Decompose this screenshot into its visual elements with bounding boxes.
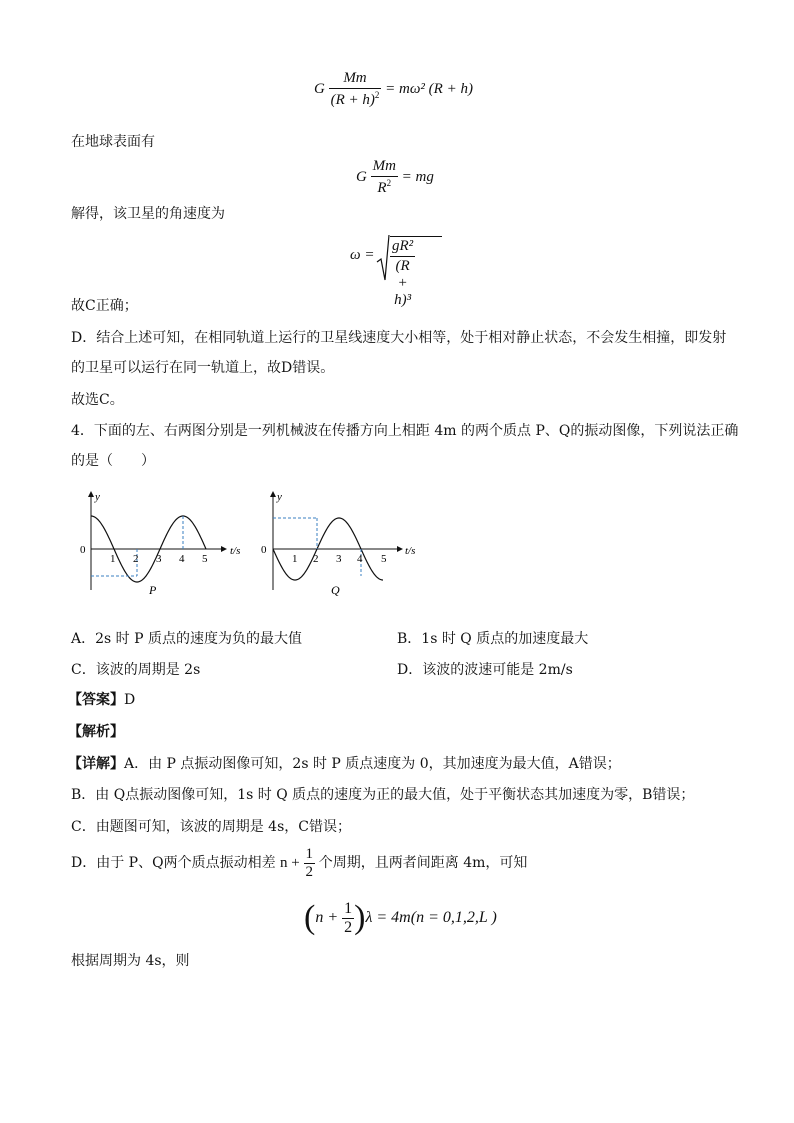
text-d-line1: D．结合上述可知，在相同轨道上运行的卫星线速度大小相等，处于相对静止状态，不会发生相撞，即发射 [71,330,727,346]
eq4-fraction [342,901,354,936]
equation-surface-gravity [356,158,434,197]
answer-value: D [124,692,136,708]
detail-b: B．由 Q点振动图像可知，1s 时 Q 质点的速度为正的最大值，处于平衡状态其加速度为零，B错误； [71,787,695,803]
eq1-fraction [329,70,382,109]
q-tick-3: 3 [336,553,342,565]
detail-d-den: 2 [305,864,313,881]
q-tick-2: 2 [313,553,319,565]
p-origin-label: 0 [80,544,86,556]
text-final: 根据周期为 4s，则 [71,953,190,969]
sqrt-sign-icon [376,234,390,284]
eq3-fraction [390,238,415,309]
detail-a: A．由 P 点振动图像可知，2s 时 P 质点速度为 0，其加速度为最大值，A错误； [124,756,621,772]
q-graph-label: Q [331,583,340,597]
eq1-rhs: = mω² (R + h) [385,80,473,97]
eq4-n: n + [315,909,339,926]
p-tick-1: 1 [110,553,116,565]
eq2-den-text: R [377,180,387,196]
answer-tag: 【答案】 [68,692,124,708]
eq1-den-exp: 2 [374,90,380,100]
eq2-denominator [371,177,398,197]
eq2-rhs: = mg [401,168,434,185]
p-y-label: y [95,491,100,503]
text-c-correct: 故C正确； [71,298,138,314]
eq1-den-text: (R + h) [330,92,375,108]
eq1-numerator: Mm [329,70,382,89]
q-y-label: y [277,491,282,503]
p-tick-3: 3 [156,553,162,565]
q-tick-4: 4 [357,553,363,565]
detail-d-post: 个周期，且两者间距离 4m，可知 [318,855,528,871]
eq3-numerator: gR² [390,238,415,257]
eq2-numerator: Mm [371,158,398,177]
p-tick-5: 5 [202,553,208,565]
eq2-den-exp: 2 [386,178,392,188]
q-origin-label: 0 [261,544,267,556]
text-earth-surface: 在地球表面有 [71,134,155,150]
text-solve: 解得，该卫星的角速度为 [71,206,225,222]
eq2-G: G [356,168,367,185]
vibration-graph-p [80,488,260,608]
detail-d-line [71,845,527,881]
option-d: D．该波的波速可能是 2m/s [397,662,573,678]
text-d-line2: 的卫星可以运行在同一轨道上，故D错误。 [71,360,335,376]
question-4-line1: 4．下面的左、右两图分别是一列机械波在传播方向上相距 4m 的两个质点 P、Q的振动图像，下列说法正确 [71,423,739,439]
detail-tag: 【详解】 [68,756,124,772]
eq2-fraction [371,158,398,197]
p-tick-4: 4 [179,553,185,565]
detail-d-fraction-group [280,846,319,881]
answer-line [68,690,135,710]
p-graph-label: P [149,583,157,597]
detail-d-pre: D．由于 P、Q两个质点振动相差 [71,855,276,871]
vibration-graph-q [259,488,439,608]
eq1-G: G [314,80,325,97]
equation-wavelength [304,893,497,936]
detail-d-n: n + [280,855,300,871]
p-tick-2: 2 [133,553,139,565]
option-a: A．2s 时 P 质点的速度为负的最大值 [71,631,302,647]
eq3-omega: ω = [350,247,375,263]
eq4-num: 1 [344,899,353,917]
q-tick-5: 5 [381,553,387,565]
detail-d-num: 1 [305,846,313,863]
q-t-label: t/s [405,545,416,557]
equation-omega [350,236,414,308]
option-c: C．该波的周期是 2s [71,662,201,678]
detail-d-fraction [304,847,316,880]
q-tick-1: 1 [292,553,298,565]
detail-c: C．由题图可知，该波的周期是 4s，C错误； [71,819,351,835]
equation-gravity-centripetal [314,70,473,109]
eq1-denominator [329,89,382,109]
eq3-denominator: (R + h)³ [394,258,412,308]
eq4-n-set: (n = 0,1,2,L ) [410,909,497,926]
question-4-line2: 的是（ ） [71,453,155,469]
sqrt-bar [390,236,442,237]
eq4-lambda: λ = 4m [365,909,411,926]
p-t-label: t/s [230,545,241,557]
eq4-den: 2 [344,918,353,936]
detail-a-line [68,754,621,774]
analysis-tag: 【解析】 [68,724,124,740]
text-choose: 故选C。 [71,392,124,408]
option-b: B．1s 时 Q 质点的加速度最大 [397,631,589,647]
eq4-paren-open: ( [304,899,316,936]
eq4-paren-close: ) [354,899,366,936]
